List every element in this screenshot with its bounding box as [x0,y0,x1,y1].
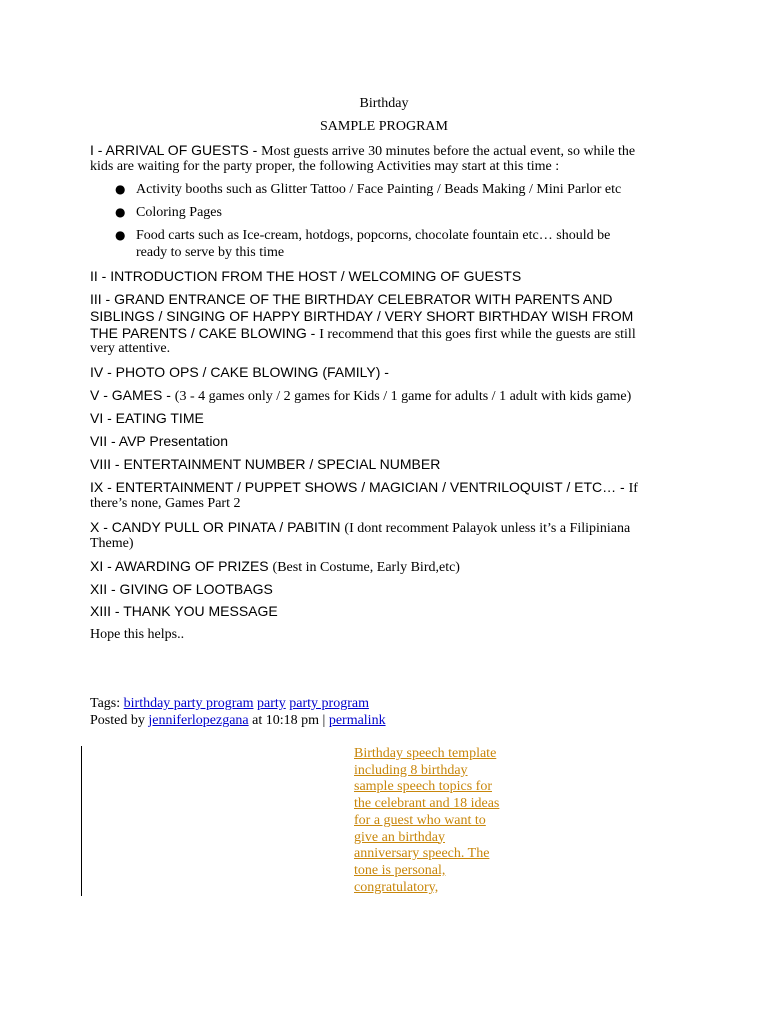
section-x-caps: X - CANDY PULL OR PINATA / PABITIN [90,519,345,535]
post-time: at 10:18 pm | [248,713,329,728]
section-v [90,387,631,405]
doc-subtitle: SAMPLE PROGRAM [320,119,448,134]
related-link-line[interactable]: Birthday speech template [354,746,497,761]
section-vii: VII - AVP Presentation [90,433,229,449]
section-ix-line2: there’s none, Games Part 2 [90,496,241,511]
section-ix-caps: IX - ENTERTAINMENT / PUPPET SHOWS / MAGICIAN / VENTRILOQUIST / ETC… - [90,479,629,495]
tag-link-party-program[interactable]: party program [289,696,369,711]
section-ix-text: If [628,481,638,496]
section-iii-line4: very attentive. [90,341,171,356]
related-link-line[interactable]: anniversary speech. The [354,846,490,862]
related-link-block[interactable] [354,746,534,896]
author-link[interactable]: jenniferlopezgana [148,713,249,728]
bullet-item: Coloring Pages [136,205,222,220]
permalink-link[interactable]: permalink [328,713,386,728]
section-iv: IV - PHOTO OPS / CAKE BLOWING (FAMILY) - [90,364,389,380]
tags-line [90,696,369,712]
doc-title: Birthday [359,96,409,111]
related-link-line[interactable]: sample speech topics for [354,779,493,795]
section-xii: XII - GIVING OF LOOTBAGS [90,581,273,597]
section-i-line2: kids are waiting for the party proper, the following Activities may start at this time : [90,159,560,174]
section-xi [90,558,460,576]
posted-by-line [90,713,386,729]
section-x-text: (I dont recomment Palayok unless it’s a Filipiniana [344,521,631,536]
bullet-icon: ● [115,182,126,196]
section-viii: VIII - ENTERTAINMENT NUMBER / SPECIAL NUMBER [90,456,441,472]
related-link-line[interactable]: congratulatory, [354,879,439,895]
related-link-line[interactable]: give an birthday [354,829,445,845]
posted-by-label: Posted by [90,713,149,728]
section-v-caps: V - GAMES - [90,387,175,403]
section-iii-line3 [90,325,636,343]
section-xi-text: (Best in Costume, Early Bird,etc) [272,560,460,575]
section-iii-text: I recommend that this goes first while the guests are still [319,327,636,342]
section-xi-caps: XI - AWARDING OF PRIZES [90,558,273,574]
section-iii-caps: THE PARENTS / CAKE BLOWING - [90,325,320,341]
tag-link-birthday-party-program[interactable]: birthday party program [123,696,254,711]
section-i-heading: I - ARRIVAL OF GUESTS - [90,142,262,158]
bullet-item-continuation: ready to serve by this time [136,245,285,260]
section-ix-line1 [90,479,638,497]
section-iii-line2: SIBLINGS / SINGING OF HAPPY BIRTHDAY / VERY SHORT BIRTHDAY WISH FROM [90,308,634,324]
tag-link-party[interactable]: party [257,696,286,711]
related-link-line[interactable]: including 8 birthday [354,762,468,778]
tags-label: Tags: [90,696,124,711]
bullet-item: Food carts such as Ice-cream, hotdogs, popcorns, chocolate fountain etc… should be [136,228,611,243]
related-link-line[interactable]: for a guest who want to [354,812,486,828]
section-iii-line1: III - GRAND ENTRANCE OF THE BIRTHDAY CELEBRATOR WITH PARENTS AND [90,291,613,307]
vertical-divider [81,746,82,896]
related-link-line[interactable]: tone is personal, [354,862,446,878]
section-i-text: Most guests arrive 30 minutes before the actual event, so while the [261,144,636,159]
section-x-line1 [90,519,630,537]
section-v-text: (3 - 4 games only / 2 games for Kids / 1 game for adults / 1 adult with kids game) [174,389,632,404]
related-link-line[interactable]: the celebrant and 18 ideas [354,796,500,812]
bullet-icon: ● [115,205,126,219]
section-vi: VI - EATING TIME [90,410,204,426]
section-ii: II - INTRODUCTION FROM THE HOST / WELCOMING OF GUESTS [90,268,522,284]
closing-text: Hope this helps.. [90,627,185,642]
bullet-item: Activity booths such as Glitter Tattoo / Face Painting / Beads Making / Mini Parlor etc [136,182,622,197]
section-i-line1 [90,142,635,160]
section-xiii: XIII - THANK YOU MESSAGE [90,603,278,619]
section-x-line2: Theme) [90,536,134,551]
bullet-icon: ● [115,228,126,242]
